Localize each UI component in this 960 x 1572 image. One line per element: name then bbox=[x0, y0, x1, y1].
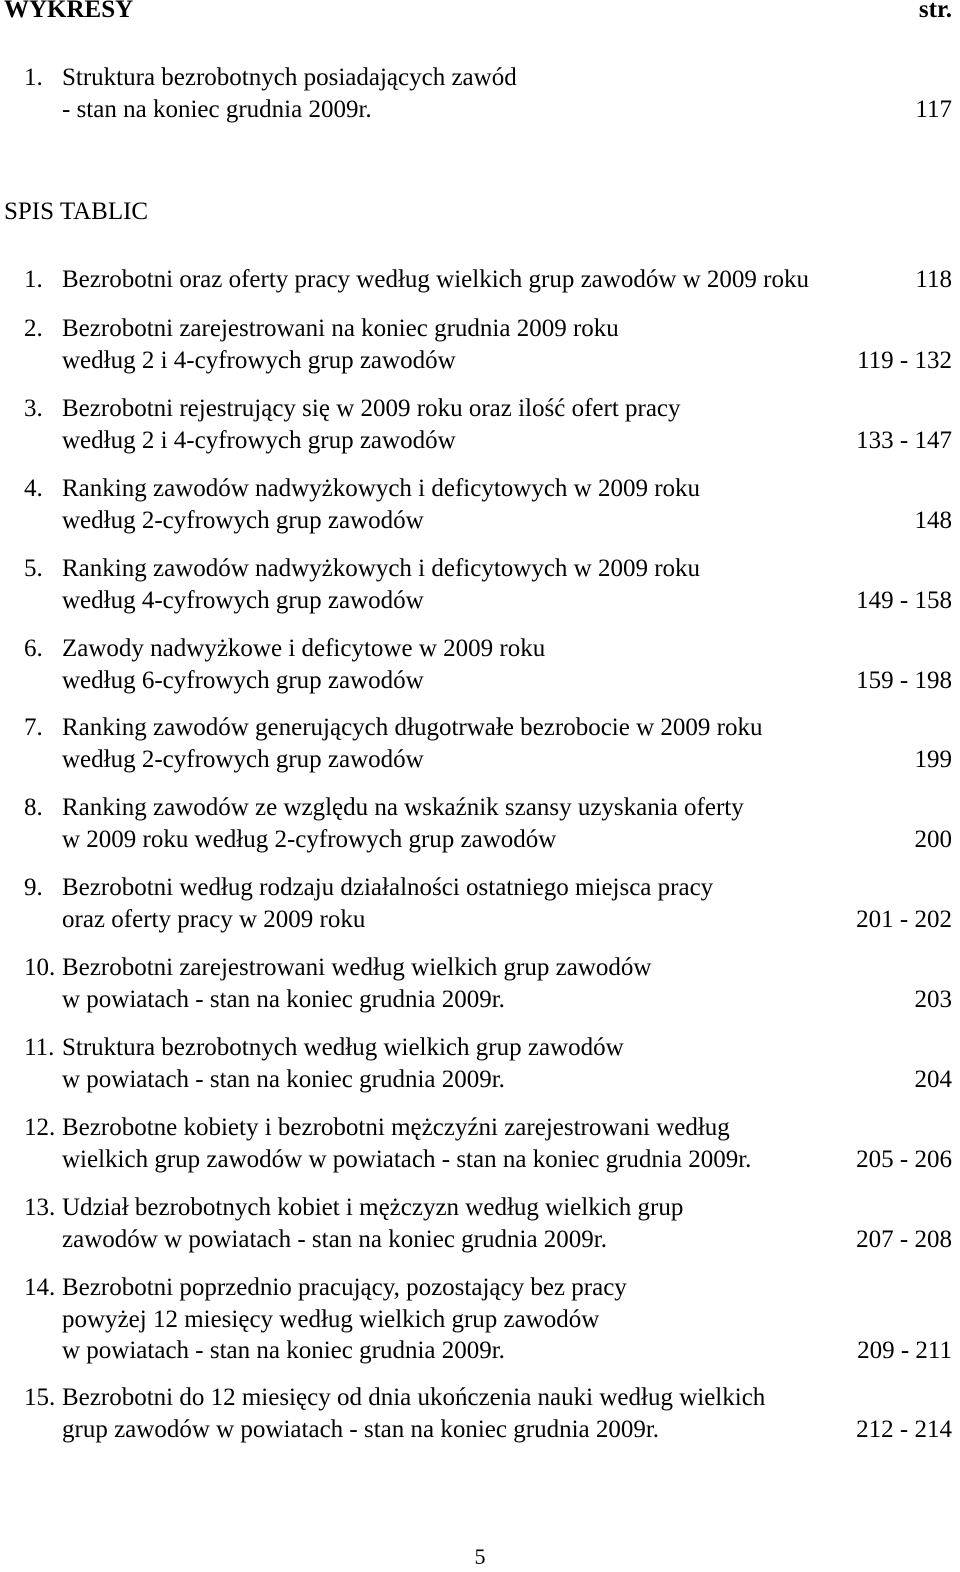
entry-pages: 209 - 211 bbox=[857, 1337, 952, 1364]
entry-pages: 149 - 158 bbox=[856, 587, 952, 614]
entry-title-line: w 2009 roku według 2-cyfrowych grup zawodów bbox=[62, 826, 557, 853]
entry-pages: 201 - 202 bbox=[856, 906, 952, 933]
entry-number: 9. bbox=[24, 874, 43, 901]
entry-title-line: wielkich grup zawodów w powiatach - stan na koniec grudnia 2009r. bbox=[62, 1146, 752, 1173]
entry-pages: 199 bbox=[914, 746, 952, 773]
entry-number: 11. bbox=[24, 1034, 55, 1061]
entry-pages: 117 bbox=[915, 96, 952, 123]
entry-title-line: w powiatach - stan na koniec grudnia 2009r. bbox=[62, 1337, 505, 1364]
entry-number: 15. bbox=[24, 1384, 56, 1411]
entry-title-line: w powiatach - stan na koniec grudnia 2009r. bbox=[62, 1066, 505, 1093]
entry-title-line: zawodów w powiatach - stan na koniec grudnia 2009r. bbox=[62, 1226, 607, 1253]
entry-number: 3. bbox=[24, 395, 43, 422]
entry-number: 13. bbox=[24, 1194, 56, 1221]
entry-number: 8. bbox=[24, 794, 43, 821]
entry-pages: 119 - 132 bbox=[857, 347, 952, 374]
entry-number: 2. bbox=[24, 315, 43, 342]
entry-pages: 204 bbox=[914, 1066, 952, 1093]
entry-title-line: Ranking zawodów generujących długotrwałe bezrobocie w 2009 roku bbox=[62, 714, 763, 741]
entry-number: 1. bbox=[24, 64, 43, 91]
entry-pages: 212 - 214 bbox=[856, 1416, 952, 1443]
entry-pages: 207 - 208 bbox=[856, 1226, 952, 1253]
entry-pages: 133 - 147 bbox=[856, 427, 952, 454]
entry-title-line: Bezrobotni zarejestrowani na koniec grudnia 2009 roku bbox=[62, 315, 619, 342]
entry-title-line: Struktura bezrobotnych według wielkich grup zawodów bbox=[62, 1034, 624, 1061]
entry-title-line: według 4-cyfrowych grup zawodów bbox=[62, 587, 424, 614]
charts-section-title: WYKRESY bbox=[4, 0, 134, 23]
entry-title-line: Ranking zawodów ze względu na wskaźnik szansy uzyskania oferty bbox=[62, 794, 744, 821]
page-column-header: str. bbox=[918, 0, 952, 23]
entry-title-line: Zawody nadwyżkowe i deficytowe w 2009 roku bbox=[62, 635, 546, 662]
entry-title-line: Bezrobotni poprzednio pracujący, pozostający bez pracy bbox=[62, 1274, 627, 1301]
page-number: 5 bbox=[474, 1544, 486, 1569]
entry-number: 12. bbox=[24, 1114, 56, 1141]
entry-title-line: Bezrobotne kobiety i bezrobotni mężczyźni zarejestrowani według bbox=[62, 1114, 730, 1141]
tables-section-heading bbox=[4, 196, 952, 228]
entry-title-line: Bezrobotni oraz oferty pracy według wielkich grup zawodów w 2009 roku bbox=[62, 266, 809, 293]
entry-title-line: Bezrobotni zarejestrowani według wielkich grup zawodów bbox=[62, 954, 652, 981]
entry-title-line: w powiatach - stan na koniec grudnia 2009r. bbox=[62, 986, 505, 1013]
entry-pages: 203 bbox=[914, 986, 952, 1013]
entry-title-line: Bezrobotni do 12 miesięcy od dnia ukończenia nauki według wielkich bbox=[62, 1384, 766, 1411]
entry-title-line: według 2-cyfrowych grup zawodów bbox=[62, 746, 424, 773]
entry-number: 5. bbox=[24, 555, 43, 582]
entry-number: 6. bbox=[24, 635, 43, 662]
entry-pages: 118 bbox=[915, 266, 952, 293]
entry-title-line: według 6-cyfrowych grup zawodów bbox=[62, 667, 424, 694]
entry-number: 7. bbox=[24, 714, 43, 741]
entry-title-line: oraz oferty pracy w 2009 roku bbox=[62, 906, 366, 933]
entry-title-line: powyżej 12 miesięcy według wielkich grup zawodów bbox=[62, 1306, 600, 1333]
entry-number: 4. bbox=[24, 475, 43, 502]
entry-pages: 205 - 206 bbox=[856, 1146, 952, 1173]
entry-title-line: Udział bezrobotnych kobiet i mężczyzn według wielkich grup bbox=[62, 1194, 684, 1221]
tables-section-title: SPIS TABLIC bbox=[4, 198, 149, 225]
charts-section-heading bbox=[4, 0, 952, 26]
entry-pages: 159 - 198 bbox=[856, 667, 952, 694]
entry-title-line: według 2-cyfrowych grup zawodów bbox=[62, 507, 424, 534]
entry-title-line: Ranking zawodów nadwyżkowych i deficytowych w 2009 roku bbox=[62, 555, 701, 582]
entry-title-line: według 2 i 4-cyfrowych grup zawodów bbox=[62, 427, 456, 454]
entry-title-line: Bezrobotni rejestrujący się w 2009 roku oraz ilość ofert pracy bbox=[62, 395, 681, 422]
entry-title-line: grup zawodów w powiatach - stan na koniec grudnia 2009r. bbox=[62, 1416, 660, 1443]
entry-title-line: - stan na koniec grudnia 2009r. bbox=[62, 96, 372, 123]
entry-title-line: Struktura bezrobotnych posiadających zawód bbox=[62, 64, 517, 91]
entry-number: 10. bbox=[24, 954, 56, 981]
entry-title-line: według 2 i 4-cyfrowych grup zawodów bbox=[62, 347, 456, 374]
entry-title-line: Ranking zawodów nadwyżkowych i deficytowych w 2009 roku bbox=[62, 475, 701, 502]
entry-number: 1. bbox=[24, 266, 43, 293]
entry-number: 14. bbox=[24, 1274, 56, 1301]
entry-title-line: Bezrobotni według rodzaju działalności ostatniego miejsca pracy bbox=[62, 874, 714, 901]
entry-pages: 200 bbox=[914, 826, 952, 853]
entry-pages: 148 bbox=[914, 507, 952, 534]
